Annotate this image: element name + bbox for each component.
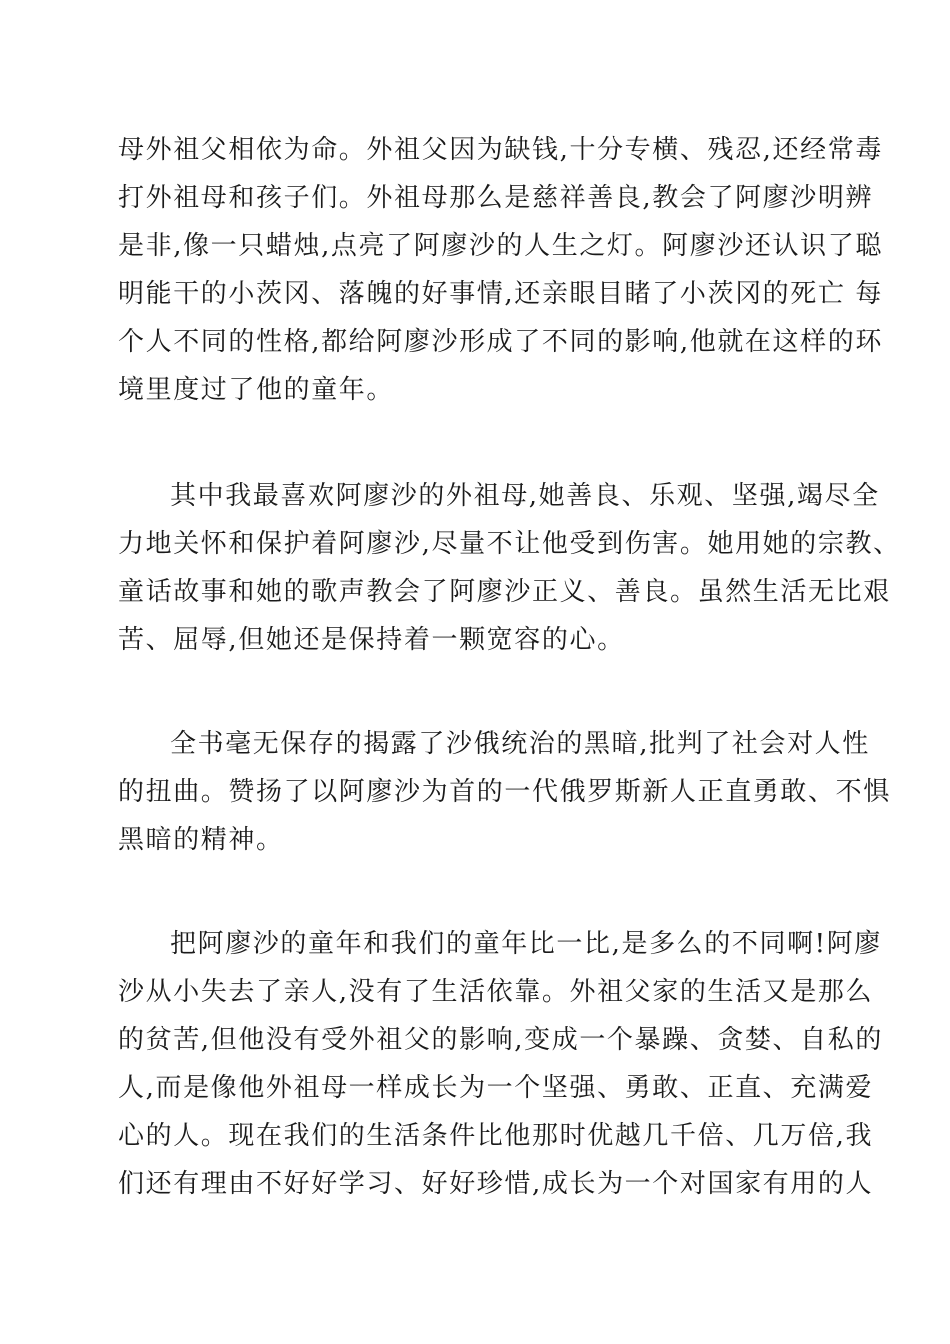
- paragraph-line: 沙从小失去了亲人,没有了生活依靠。外祖父家的生活又是那么: [118, 977, 874, 1007]
- paragraph-line: 境里度过了他的童年。: [118, 375, 395, 405]
- paragraph-line: 人,而是像他外祖母一样成长为一个坚强、勇敢、正直、充满爱: [118, 1073, 874, 1103]
- paragraph-line: 个人不同的性格,都给阿廖沙形成了不同的影响,他就在这样的环: [118, 327, 883, 357]
- paragraph-line: 全书毫无保存的揭露了沙俄统治的黑暗,批判了社会对人性: [170, 729, 870, 759]
- paragraph: [118, 126, 883, 414]
- paragraph-line: 心的人。现在我们的生活条件比他那时优越几千倍、几万倍,我: [118, 1121, 874, 1151]
- paragraph: [118, 920, 883, 1208]
- paragraph: [118, 472, 901, 664]
- paragraph-line: 其中我最喜欢阿廖沙的外祖母,她善良、乐观、坚强,竭尽全: [170, 481, 880, 511]
- paragraph-line: 力地关怀和保护着阿廖沙,尽量不让他受到伤害。她用她的宗教、: [118, 529, 901, 559]
- paragraph-line: 的贫苦,但他没有受外祖父的影响,变成一个暴躁、贪婪、自私的: [118, 1025, 883, 1055]
- paragraph-line: 母外祖父相依为命。外祖父因为缺钱,十分专横、残忍,还经常毒: [118, 135, 883, 165]
- paragraph-line: 是非,像一只蜡烛,点亮了阿廖沙的人生之灯。阿廖沙还认识了聪: [118, 231, 883, 261]
- paragraph-line: 童话故事和她的歌声教会了阿廖沙正义、善良。虽然生活无比艰: [118, 577, 891, 607]
- paragraph-line: 打外祖母和孩子们。外祖母那么是慈祥善良,教会了阿廖沙明辨: [118, 183, 874, 213]
- paragraph-line: 把阿廖沙的童年和我们的童年比一比,是多么的不同啊!阿廖: [170, 929, 882, 959]
- paragraph-line: 的扭曲。赞扬了以阿廖沙为首的一代俄罗斯新人正直勇敢、不惧: [118, 777, 891, 807]
- paragraph-line: 黑暗的精神。: [118, 825, 284, 855]
- paragraph-line: 们还有理由不好好学习、好好珍惜,成长为一个对国家有用的人: [118, 1169, 874, 1199]
- paragraph: [118, 720, 891, 864]
- paragraph-line: 明能干的小茨冈、落魄的好事情,还亲眼目睹了小茨冈的死亡 每: [118, 279, 883, 309]
- paragraph-line: 苦、屈辱,但她还是保持着一颗宽容的心。: [118, 625, 625, 655]
